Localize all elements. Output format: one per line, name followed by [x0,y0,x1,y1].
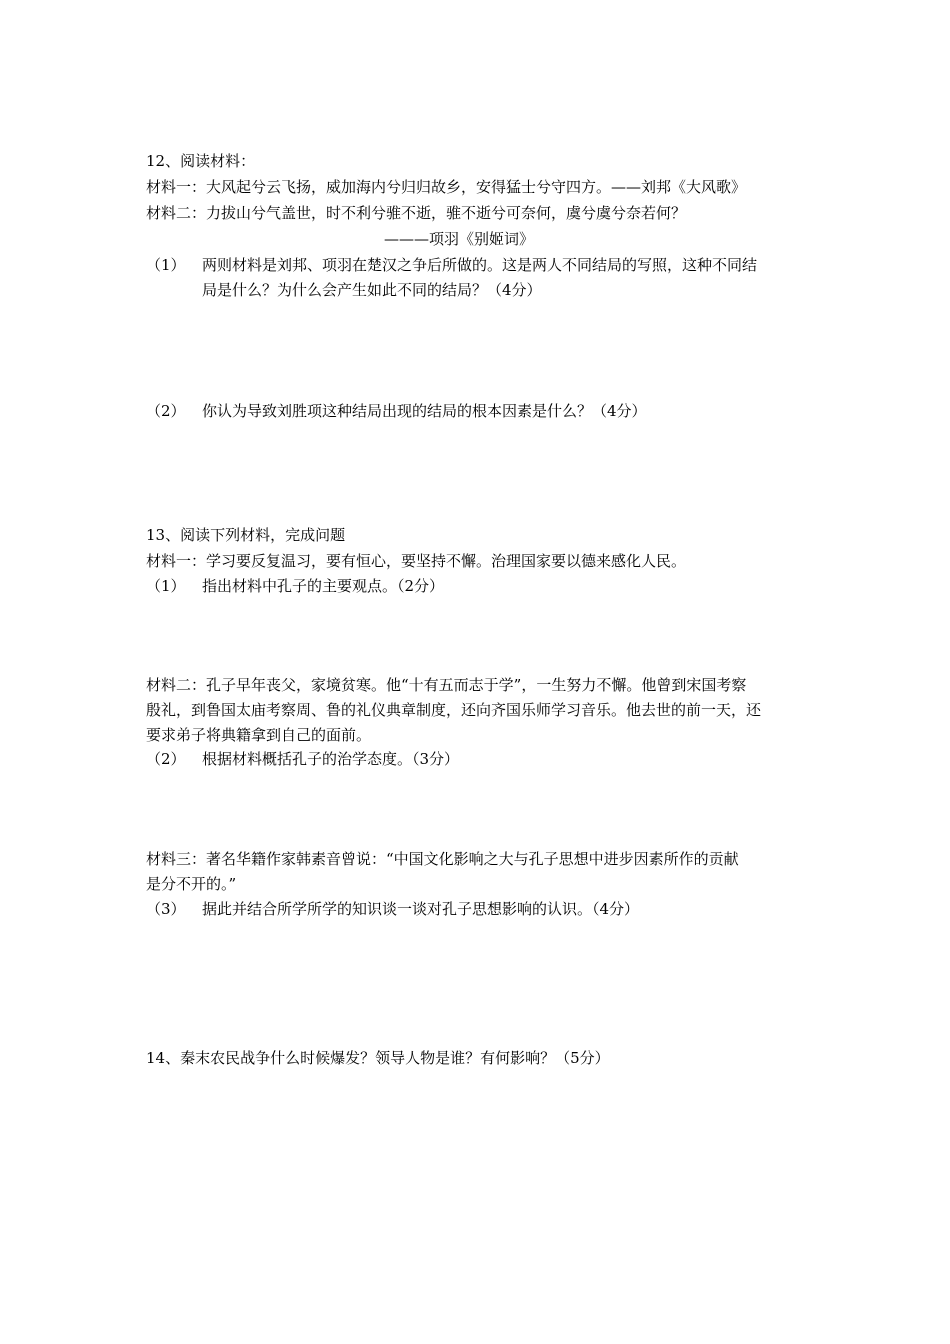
q12-material-2: 材料二：力拔山兮气盖世，时不利兮骓不逝，骓不逝兮可奈何，虞兮虞兮奈若何？ [146,204,687,222]
q12-subquestion-1-number: （1） [146,256,186,274]
q13-subquestion-2-text: 根据材料概括孔子的治学态度。（3分） [202,750,460,768]
q12-subquestion-2-number: （2） [146,402,186,420]
q12-subquestion-1-line-1: 两则材料是刘邦、项羽在楚汉之争后所做的。这是两人不同结局的写照，这种不同结 [202,256,758,274]
q13-subquestion-1-number: （1） [146,577,186,595]
q13-material-1: 材料一：学习要反复温习，要有恒心，要坚持不懈。治理国家要以德来感化人民。 [146,552,687,570]
q12-heading: 12、阅读材料： [146,152,256,170]
q13-subquestion-3-text: 据此并结合所学所学的知识谈一谈对孔子思想影响的认识。（4分） [202,900,640,918]
q13-material-2-line-3: 要求弟子将典籍拿到自己的面前。 [146,726,372,744]
q14-heading: 14、秦末农民战争什么时候爆发？领导人物是谁？有何影响？（5分） [146,1049,610,1067]
q13-heading: 13、阅读下列材料，完成问题 [146,526,346,544]
q13-subquestion-1-text: 指出材料中孔子的主要观点。（2分） [202,577,445,595]
q12-material-1: 材料一：大风起兮云飞扬，威加海内兮归归故乡，安得猛士兮守四方。——刘邦《大风歌》 [146,178,747,196]
q12-material-2-source: ———项羽《别姬词》 [384,230,535,248]
q13-subquestion-3-number: （3） [146,900,186,918]
q13-material-3-line-1: 材料三：著名华籍作家韩素音曾说：“中国文化影响之大与孔子思想中进步因素所作的贡献 [146,850,739,868]
q12-subquestion-1-line-2: 局是什么？为什么会产生如此不同的结局？（4分） [202,281,542,299]
q13-subquestion-2-number: （2） [146,750,186,768]
q12-subquestion-2-text: 你认为导致刘胜项这种结局出现的结局的根本因素是什么？（4分） [202,402,647,420]
q13-material-2-line-1: 材料二：孔子早年丧父，家境贫寒。他“十有五而志于学”，一生努力不懈。他曾到宋国考察 [146,676,747,694]
q13-material-2-line-2: 殷礼，到鲁国太庙考察周、鲁的礼仪典章制度，还向齐国乐师学习音乐。他去世的前一天，还 [146,701,762,719]
q13-material-3-line-2: 是分不开的。” [146,875,237,893]
